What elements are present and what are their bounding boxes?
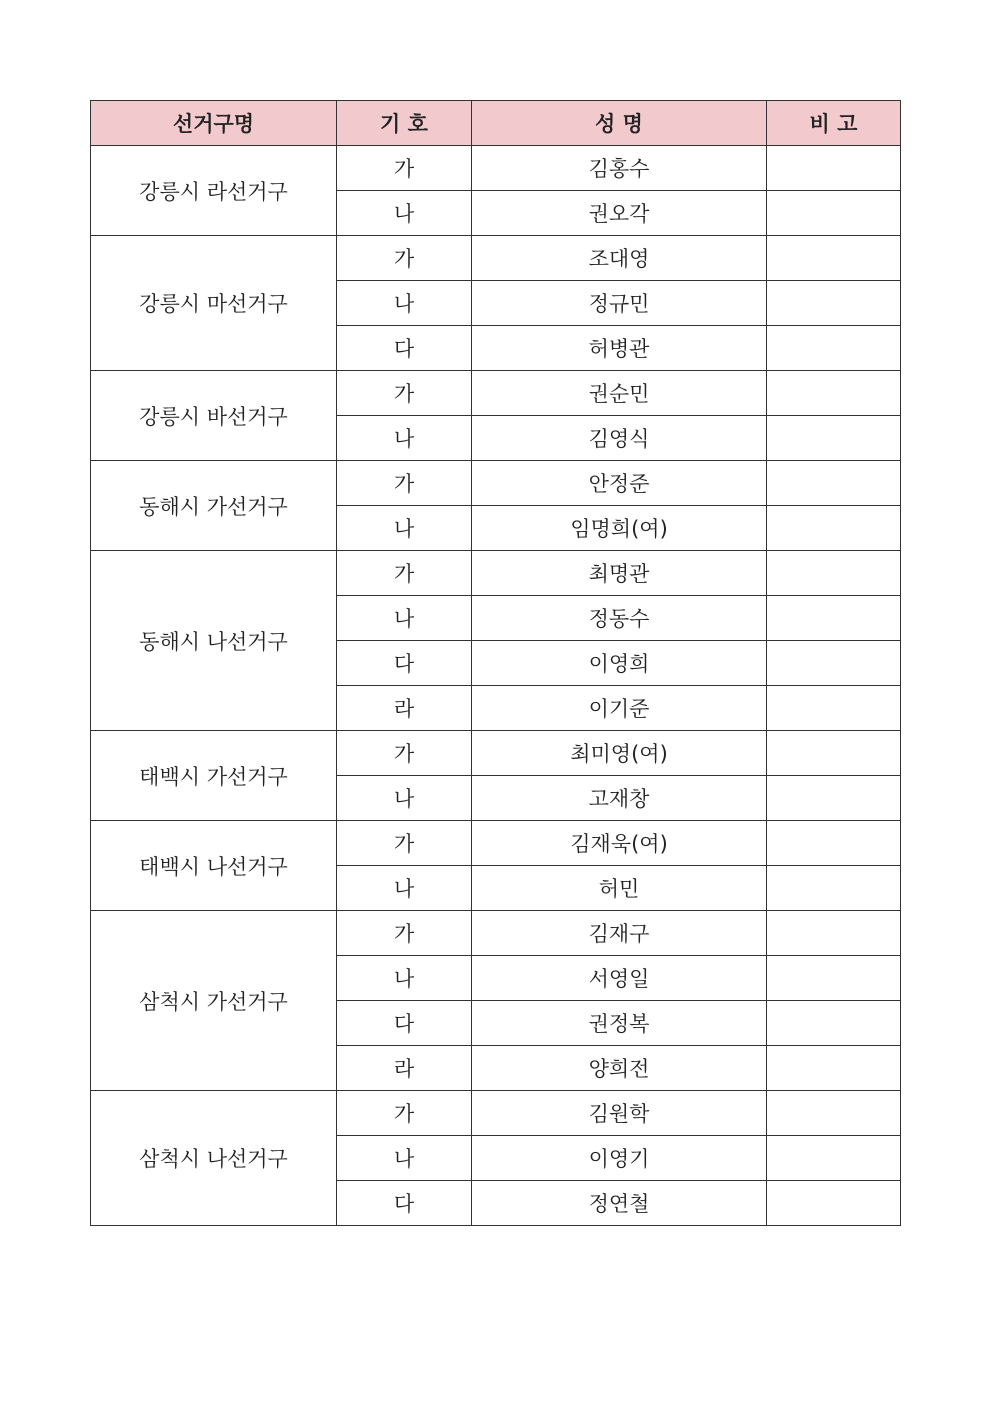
remarks-cell: [767, 416, 901, 461]
table-row: [91, 911, 901, 956]
table-row: [91, 1091, 901, 1136]
remarks-cell: [767, 1181, 901, 1226]
symbol-cell: 가: [337, 911, 472, 956]
district-name-cell: 동해시 가선거구: [91, 461, 337, 551]
remarks-cell: [767, 596, 901, 641]
candidate-name-cell: 최미영(여): [472, 731, 767, 776]
remarks-cell: [767, 236, 901, 281]
remarks-cell: [767, 686, 901, 731]
remarks-cell: [767, 506, 901, 551]
header-name: 성 명: [472, 101, 767, 146]
symbol-cell: 가: [337, 551, 472, 596]
candidate-name-cell: 정동수: [472, 596, 767, 641]
candidate-name-cell: 양희전: [472, 1046, 767, 1091]
symbol-cell: 다: [337, 1001, 472, 1046]
candidate-name-cell: 이기준: [472, 686, 767, 731]
candidate-name-cell: 허민: [472, 866, 767, 911]
candidate-name-cell: 권정복: [472, 1001, 767, 1046]
candidate-name-cell: 조대영: [472, 236, 767, 281]
remarks-cell: [767, 641, 901, 686]
district-name-cell: 삼척시 나선거구: [91, 1091, 337, 1226]
symbol-cell: 나: [337, 1136, 472, 1181]
remarks-cell: [767, 281, 901, 326]
candidate-name-cell: 권순민: [472, 371, 767, 416]
symbol-cell: 다: [337, 326, 472, 371]
symbol-cell: 나: [337, 956, 472, 1001]
candidate-name-cell: 김영식: [472, 416, 767, 461]
table-row: [91, 551, 901, 596]
symbol-cell: 가: [337, 146, 472, 191]
symbol-cell: 가: [337, 821, 472, 866]
district-name-cell: 동해시 나선거구: [91, 551, 337, 731]
district-name-cell: 강릉시 바선거구: [91, 371, 337, 461]
symbol-cell: 가: [337, 461, 472, 506]
candidate-name-cell: 김홍수: [472, 146, 767, 191]
symbol-cell: 가: [337, 236, 472, 281]
candidate-name-cell: 정연철: [472, 1181, 767, 1226]
remarks-cell: [767, 956, 901, 1001]
header-row: [91, 101, 901, 146]
candidate-name-cell: 권오각: [472, 191, 767, 236]
candidate-name-cell: 서영일: [472, 956, 767, 1001]
remarks-cell: [767, 326, 901, 371]
remarks-cell: [767, 1046, 901, 1091]
candidate-name-cell: 임명희(여): [472, 506, 767, 551]
candidate-name-cell: 김재구: [472, 911, 767, 956]
candidate-table: [90, 100, 901, 1226]
district-name-cell: 삼척시 가선거구: [91, 911, 337, 1091]
remarks-cell: [767, 551, 901, 596]
symbol-cell: 나: [337, 866, 472, 911]
table-row: [91, 236, 901, 281]
table-row: [91, 731, 901, 776]
table-body: [91, 146, 901, 1226]
symbol-cell: 가: [337, 731, 472, 776]
district-name-cell: 강릉시 마선거구: [91, 236, 337, 371]
symbol-cell: 나: [337, 416, 472, 461]
table-row: [91, 461, 901, 506]
symbol-cell: 가: [337, 1091, 472, 1136]
symbol-cell: 라: [337, 1046, 472, 1091]
remarks-cell: [767, 866, 901, 911]
remarks-cell: [767, 776, 901, 821]
remarks-cell: [767, 1001, 901, 1046]
remarks-cell: [767, 1136, 901, 1181]
candidate-name-cell: 고재창: [472, 776, 767, 821]
table-row: [91, 146, 901, 191]
symbol-cell: 나: [337, 191, 472, 236]
table-row: [91, 821, 901, 866]
district-name-cell: 강릉시 라선거구: [91, 146, 337, 236]
remarks-cell: [767, 371, 901, 416]
symbol-cell: 나: [337, 596, 472, 641]
remarks-cell: [767, 821, 901, 866]
remarks-cell: [767, 191, 901, 236]
candidate-name-cell: 허병관: [472, 326, 767, 371]
symbol-cell: 나: [337, 281, 472, 326]
candidate-name-cell: 김원학: [472, 1091, 767, 1136]
remarks-cell: [767, 911, 901, 956]
remarks-cell: [767, 731, 901, 776]
symbol-cell: 다: [337, 1181, 472, 1226]
candidate-name-cell: 이영기: [472, 1136, 767, 1181]
remarks-cell: [767, 1091, 901, 1136]
symbol-cell: 가: [337, 371, 472, 416]
symbol-cell: 라: [337, 686, 472, 731]
symbol-cell: 다: [337, 641, 472, 686]
header-district: 선거구명: [91, 101, 337, 146]
district-name-cell: 태백시 나선거구: [91, 821, 337, 911]
candidate-name-cell: 정규민: [472, 281, 767, 326]
candidate-name-cell: 이영희: [472, 641, 767, 686]
remarks-cell: [767, 146, 901, 191]
candidate-name-cell: 안정준: [472, 461, 767, 506]
header-remarks: 비 고: [767, 101, 901, 146]
symbol-cell: 나: [337, 776, 472, 821]
table-row: [91, 371, 901, 416]
header-symbol: 기 호: [337, 101, 472, 146]
district-name-cell: 태백시 가선거구: [91, 731, 337, 821]
candidate-name-cell: 최명관: [472, 551, 767, 596]
symbol-cell: 나: [337, 506, 472, 551]
remarks-cell: [767, 461, 901, 506]
candidate-name-cell: 김재욱(여): [472, 821, 767, 866]
